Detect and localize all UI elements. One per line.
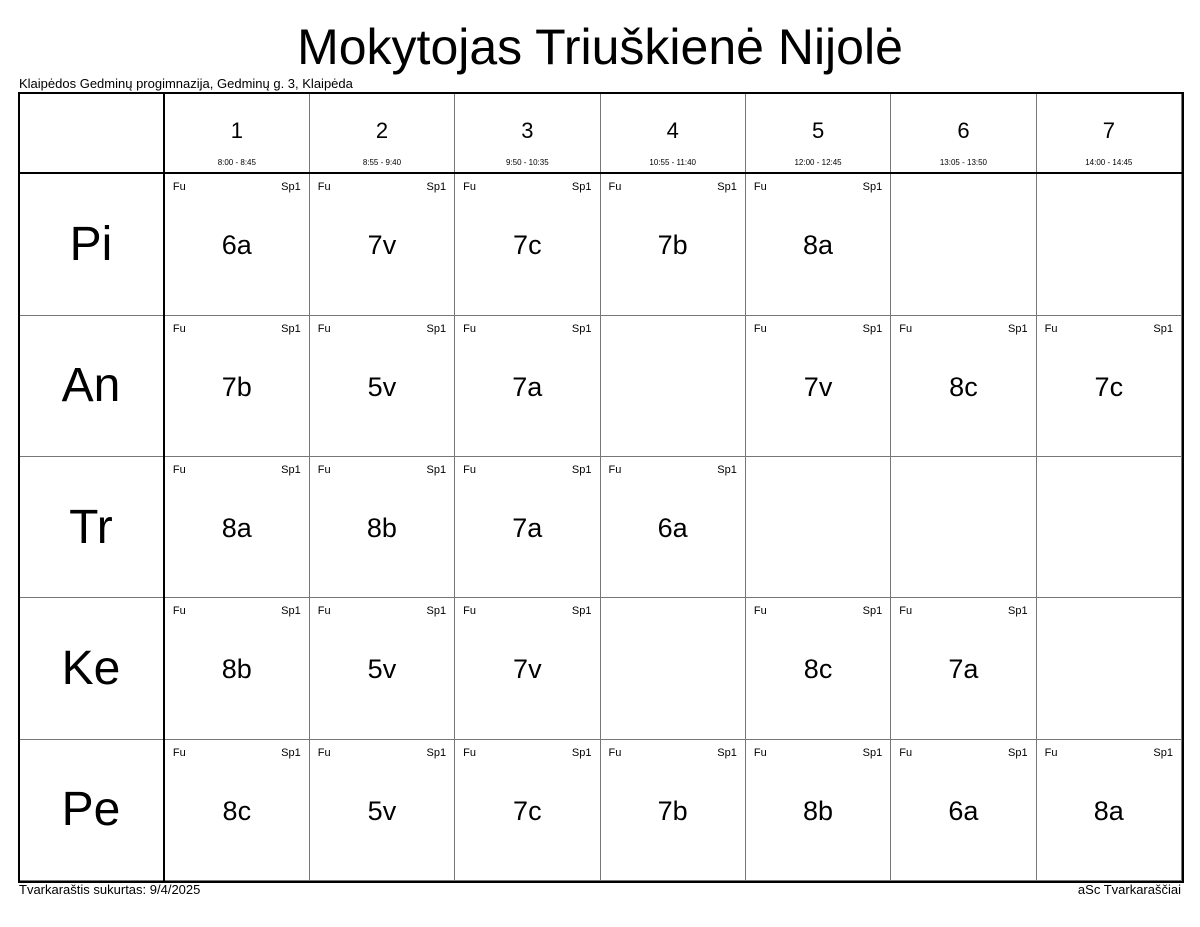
lesson-room: Sp1 — [281, 322, 301, 335]
lesson-subject: Fu — [608, 181, 622, 194]
empty-cell — [745, 456, 890, 597]
lesson-class: 8c — [949, 371, 978, 402]
lesson-subject: Fu — [172, 463, 186, 476]
lesson-cell — [309, 739, 454, 880]
lesson-class: 6a — [221, 230, 252, 261]
day-label-cell — [19, 739, 164, 880]
day-row — [19, 598, 1182, 739]
period-header — [455, 93, 600, 174]
lesson-room: Sp1 — [571, 181, 592, 194]
lesson-cell — [745, 598, 890, 739]
period-number: 3 — [521, 118, 534, 143]
school-address: Klaipėdos Gedminų progimnazija, Gedminų g. 3, Klaipėda — [19, 76, 353, 91]
lesson-room: Sp1 — [862, 605, 883, 618]
lesson-room: Sp1 — [862, 322, 883, 335]
lesson-subject: Fu — [172, 181, 186, 194]
timetable-grid — [18, 92, 1182, 881]
lesson-room: Sp1 — [571, 322, 592, 335]
empty-cell — [1036, 598, 1181, 739]
lesson-subject: Fu — [463, 605, 476, 618]
period-time: 10:55 - 11:40 — [649, 158, 696, 167]
lesson-room: Sp1 — [426, 746, 447, 759]
lesson-cell — [455, 598, 600, 739]
lesson-subject: Fu — [753, 181, 767, 194]
lesson-subject: Fu — [172, 322, 186, 335]
lesson-room: Sp1 — [571, 746, 592, 759]
lesson-class: 8c — [222, 795, 252, 826]
lesson-cell — [309, 598, 454, 739]
period-number: 5 — [811, 118, 825, 143]
lesson-cell — [1036, 739, 1181, 880]
lesson-room: Sp1 — [281, 746, 301, 759]
corner-cell — [19, 93, 164, 174]
lesson-class: 8a — [1093, 795, 1124, 826]
day-name: Pe — [61, 783, 121, 837]
lesson-subject: Fu — [463, 322, 476, 335]
lesson-class: 7v — [803, 371, 833, 402]
period-time: 13:05 - 13:50 — [939, 158, 988, 167]
period-number: 1 — [230, 118, 243, 143]
lesson-class: 7a — [512, 512, 543, 543]
day-label-cell — [19, 598, 164, 739]
lesson-class: 7v — [513, 654, 542, 685]
lesson-cell — [891, 739, 1036, 880]
lesson-room: Sp1 — [862, 181, 883, 194]
created-date: Tvarkaraštis sukurtas: 9/4/2025 — [19, 882, 201, 897]
lesson-cell — [455, 173, 600, 315]
empty-cell — [1036, 173, 1181, 315]
lesson-class: 5v — [367, 371, 397, 402]
lesson-class: 7a — [512, 371, 543, 402]
day-name: Pi — [69, 217, 113, 271]
lesson-cell — [745, 173, 890, 315]
lesson-subject: Fu — [1044, 746, 1058, 759]
lesson-room: Sp1 — [1008, 746, 1028, 759]
lesson-subject: Fu — [463, 746, 476, 759]
lesson-cell — [164, 456, 309, 597]
lesson-class: 8c — [803, 654, 833, 685]
day-name: Tr — [69, 500, 113, 554]
lesson-room: Sp1 — [571, 463, 592, 476]
period-number: 4 — [666, 118, 679, 143]
lesson-subject: Fu — [1044, 322, 1058, 335]
period-number: 6 — [957, 118, 970, 143]
lesson-cell — [891, 598, 1036, 739]
lesson-cell — [600, 456, 745, 597]
lesson-cell — [745, 739, 890, 880]
lesson-subject: Fu — [317, 322, 331, 335]
lesson-cell — [1036, 315, 1181, 456]
period-time: 8:00 - 8:45 — [217, 158, 256, 167]
lesson-class: 6a — [948, 795, 979, 826]
lesson-cell — [309, 173, 454, 315]
lesson-subject: Fu — [608, 463, 622, 476]
lesson-subject: Fu — [317, 463, 331, 476]
lesson-subject: Fu — [317, 746, 331, 759]
lesson-class: 7c — [513, 795, 542, 826]
period-header — [164, 93, 309, 174]
lesson-class: 8a — [221, 512, 252, 543]
page-title: Mokytojas Triuškienė Nijolė — [297, 19, 903, 75]
lesson-room: Sp1 — [426, 181, 447, 194]
software-brand: aSc Tvarkaraščiai — [1077, 882, 1181, 897]
lesson-cell — [164, 173, 309, 315]
period-header — [891, 93, 1036, 174]
lesson-subject: Fu — [608, 746, 622, 759]
period-time: 14:00 - 14:45 — [1085, 158, 1133, 167]
lesson-cell — [164, 739, 309, 880]
lesson-subject: Fu — [899, 746, 913, 759]
lesson-cell — [455, 456, 600, 597]
day-row — [19, 739, 1182, 880]
day-row — [19, 456, 1182, 597]
period-header — [600, 93, 745, 174]
lesson-cell — [164, 598, 309, 739]
lesson-class: 7c — [513, 230, 542, 261]
lesson-class: 7c — [1094, 371, 1124, 402]
lesson-room: Sp1 — [717, 181, 737, 194]
lesson-room: Sp1 — [426, 463, 447, 476]
lesson-subject: Fu — [753, 746, 767, 759]
lesson-subject: Fu — [899, 605, 913, 618]
lesson-room: Sp1 — [281, 463, 301, 476]
lesson-room: Sp1 — [281, 605, 301, 618]
lesson-subject: Fu — [463, 463, 476, 476]
day-name: Ke — [61, 641, 121, 695]
lesson-cell — [455, 315, 600, 456]
period-header — [1036, 93, 1181, 174]
lesson-class: 8b — [366, 512, 397, 543]
period-time: 12:00 - 12:45 — [794, 158, 842, 167]
lesson-class: 8b — [803, 795, 834, 826]
period-header — [745, 93, 890, 174]
lesson-class: 8a — [803, 230, 834, 261]
lesson-class: 7b — [657, 795, 688, 826]
lesson-subject: Fu — [899, 322, 913, 335]
day-label-cell — [19, 456, 164, 597]
period-time: 8:55 - 9:40 — [362, 158, 402, 167]
lesson-class: 7v — [367, 230, 397, 261]
lesson-subject: Fu — [463, 181, 476, 194]
empty-cell — [600, 315, 745, 456]
lesson-class: 6a — [657, 512, 688, 543]
lesson-cell — [309, 315, 454, 456]
lesson-subject: Fu — [317, 181, 331, 194]
lesson-room: Sp1 — [1153, 322, 1173, 335]
lesson-room: Sp1 — [571, 605, 592, 618]
lesson-subject: Fu — [172, 605, 186, 618]
empty-cell — [891, 173, 1036, 315]
lesson-class: 7b — [221, 371, 252, 402]
lesson-class: 5v — [367, 654, 397, 685]
day-row — [19, 315, 1182, 456]
lesson-room: Sp1 — [281, 181, 301, 194]
day-label-cell — [19, 173, 164, 315]
lesson-room: Sp1 — [862, 746, 883, 759]
lesson-subject: Fu — [317, 605, 331, 618]
lesson-room: Sp1 — [1008, 605, 1028, 618]
empty-cell — [600, 598, 745, 739]
empty-cell — [891, 456, 1036, 597]
lesson-cell — [164, 315, 309, 456]
lesson-room: Sp1 — [717, 463, 737, 476]
empty-cell — [1036, 456, 1181, 597]
lesson-cell — [455, 739, 600, 880]
lesson-subject: Fu — [172, 746, 186, 759]
lesson-class: 8b — [221, 654, 252, 685]
lesson-room: Sp1 — [717, 746, 737, 759]
day-label-cell — [19, 315, 164, 456]
lesson-subject: Fu — [753, 322, 767, 335]
lesson-cell — [600, 173, 745, 315]
period-header — [309, 93, 454, 174]
day-name: An — [61, 359, 121, 413]
lesson-cell — [891, 315, 1036, 456]
lesson-class: 5v — [367, 795, 397, 826]
lesson-cell — [309, 456, 454, 597]
day-row — [19, 173, 1182, 315]
lesson-room: Sp1 — [426, 322, 447, 335]
lesson-class: 7a — [948, 654, 979, 685]
lesson-room: Sp1 — [1008, 322, 1028, 335]
lesson-cell — [745, 315, 890, 456]
lesson-room: Sp1 — [426, 605, 447, 618]
period-header-row — [19, 93, 1182, 174]
period-number: 7 — [1102, 118, 1115, 143]
period-time: 9:50 - 10:35 — [505, 158, 549, 167]
lesson-cell — [600, 739, 745, 880]
lesson-class: 7b — [657, 230, 688, 261]
lesson-subject: Fu — [753, 605, 767, 618]
lesson-room: Sp1 — [1153, 746, 1173, 759]
period-number: 2 — [375, 118, 389, 143]
